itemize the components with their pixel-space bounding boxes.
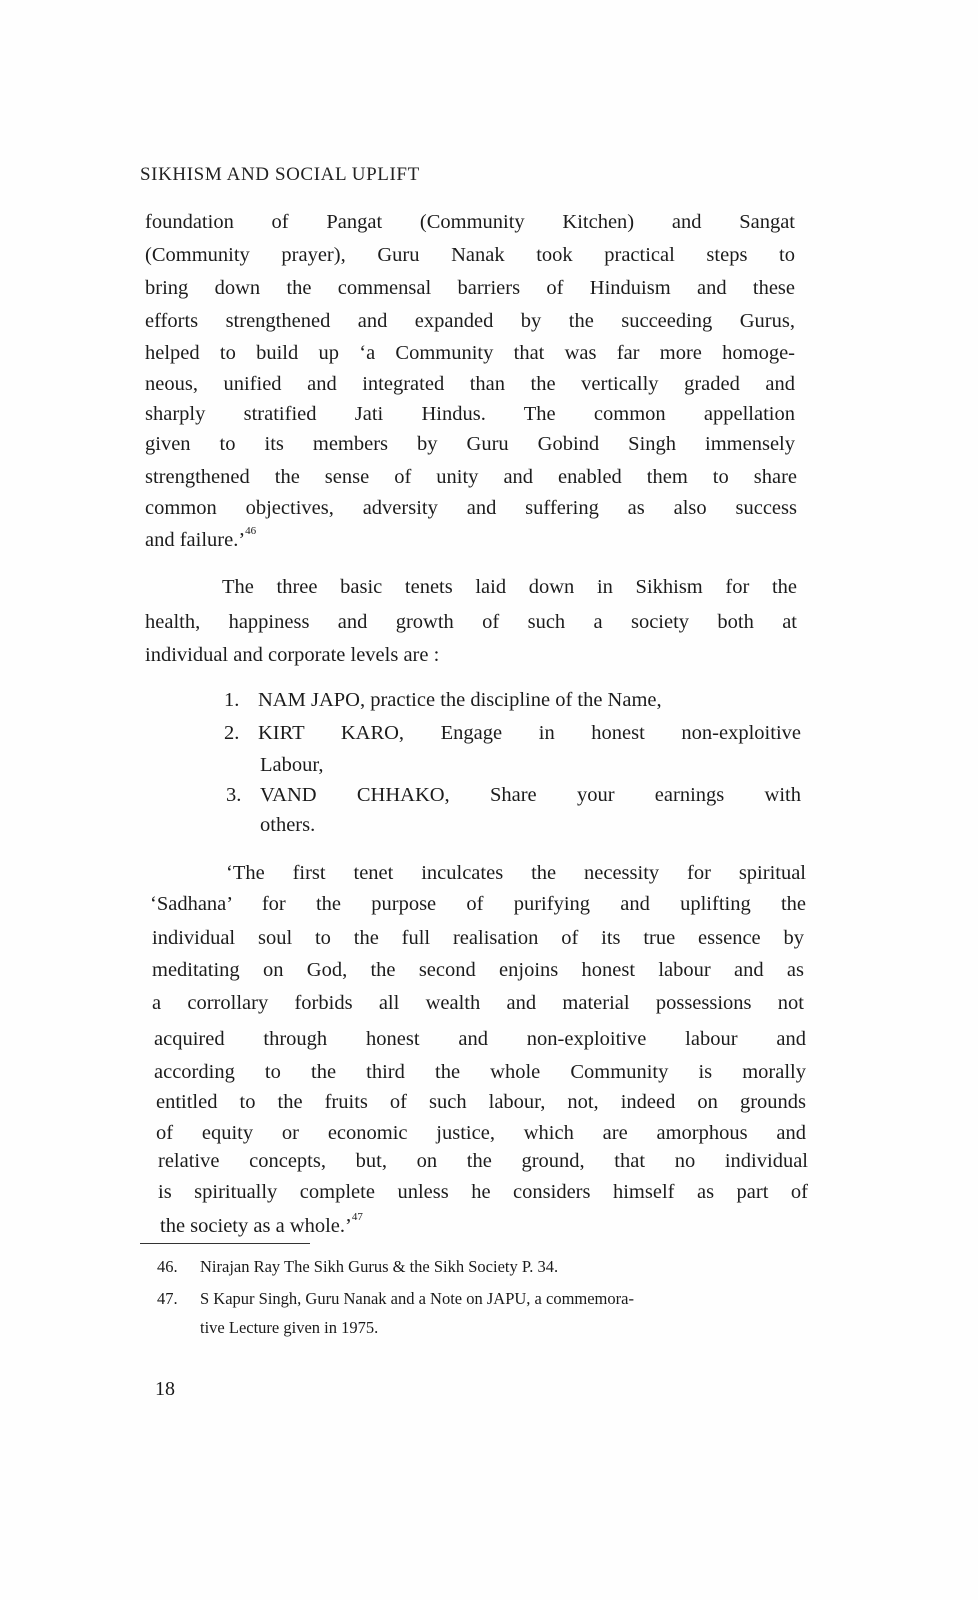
text-line: (Community prayer), Guru Nanak took practical steps to xyxy=(145,244,795,266)
text-line: strengthened the sense of unity and enabled them to share xyxy=(145,466,797,488)
text-line: is spiritually complete unless he considers himself as part of xyxy=(158,1181,808,1203)
text-line: foundation of Pangat (Community Kitchen) and Sangat xyxy=(145,211,795,233)
text-line: individual and corporate levels are : xyxy=(145,644,440,666)
page-number: 18 xyxy=(155,1378,175,1400)
text-line-content: and failure.’ xyxy=(145,529,246,551)
text-line: ‘The first tenet inculcates the necessity for spiritual xyxy=(226,862,806,884)
footnote-number: 47. xyxy=(157,1289,178,1308)
list-item-number: 3. xyxy=(226,784,242,806)
footnote-text: tive Lecture given in 1975. xyxy=(200,1318,379,1337)
footnote-ref-47: 47 xyxy=(351,1211,363,1223)
text-line: helped to build up ‘a Community that was far more homoge- xyxy=(145,342,795,364)
text-line: neous, unified and integrated than the vertically graded and xyxy=(145,373,795,395)
list-item-text: others. xyxy=(260,814,316,836)
text-line: The three basic tenets laid down in Sikhism for the xyxy=(222,576,797,598)
text-line: bring down the commensal barriers of Hinduism and these xyxy=(145,277,795,299)
text-line: meditating on God, the second enjoins honest labour and as xyxy=(152,959,804,981)
footnote-number: 46. xyxy=(157,1257,178,1276)
footnote-divider xyxy=(140,1243,310,1244)
running-head: SIKHISM AND SOCIAL UPLIFT xyxy=(140,164,420,185)
list-item-number: 2. xyxy=(224,722,240,744)
list-item-text: Labour, xyxy=(260,754,324,776)
footnote-text: Nirajan Ray The Sikh Gurus & the Sikh Society P. 34. xyxy=(200,1257,559,1276)
text-line: according to the third the whole Community is morally xyxy=(154,1061,806,1083)
text-line: of equity or economic justice, which are amorphous and xyxy=(156,1122,806,1144)
text-line: relative concepts, but, on the ground, that no individual xyxy=(158,1150,808,1172)
text-line: common objectives, adversity and suffering as also success xyxy=(145,497,797,519)
list-item-number: 1. xyxy=(224,689,240,711)
text-line: efforts strengthened and expanded by the succeeding Gurus, xyxy=(145,310,795,332)
text-line: individual soul to the full realisation of its true essence by xyxy=(152,927,804,949)
text-line xyxy=(145,525,257,551)
list-item-text: KIRT KARO, Engage in honest non-exploitive xyxy=(258,722,801,744)
text-line: ‘Sadhana’ for the purpose of purifying and uplifting the xyxy=(150,893,806,915)
footnote-text: S Kapur Singh, Guru Nanak and a Note on JAPU, a commemora- xyxy=(200,1289,634,1308)
text-line: sharply stratified Jati Hindus. The common appellation xyxy=(145,403,795,425)
text-line: a corrollary forbids all wealth and material possessions not xyxy=(152,992,804,1014)
text-line: health, happiness and growth of such a society both at xyxy=(145,611,797,633)
text-line-content: the society as a whole.’ xyxy=(160,1215,352,1237)
list-item-text: NAM JAPO, practice the discipline of the Name, xyxy=(258,689,662,711)
text-line xyxy=(160,1211,363,1237)
text-line: given to its members by Guru Gobind Singh immensely xyxy=(145,433,795,455)
text-line: entitled to the fruits of such labour, not, indeed on grounds xyxy=(156,1091,806,1113)
text-line: acquired through honest and non-exploitive labour and xyxy=(154,1028,806,1050)
list-item-text: VAND CHHAKO, Share your earnings with xyxy=(260,784,801,806)
footnote-ref-46: 46 xyxy=(245,525,257,537)
